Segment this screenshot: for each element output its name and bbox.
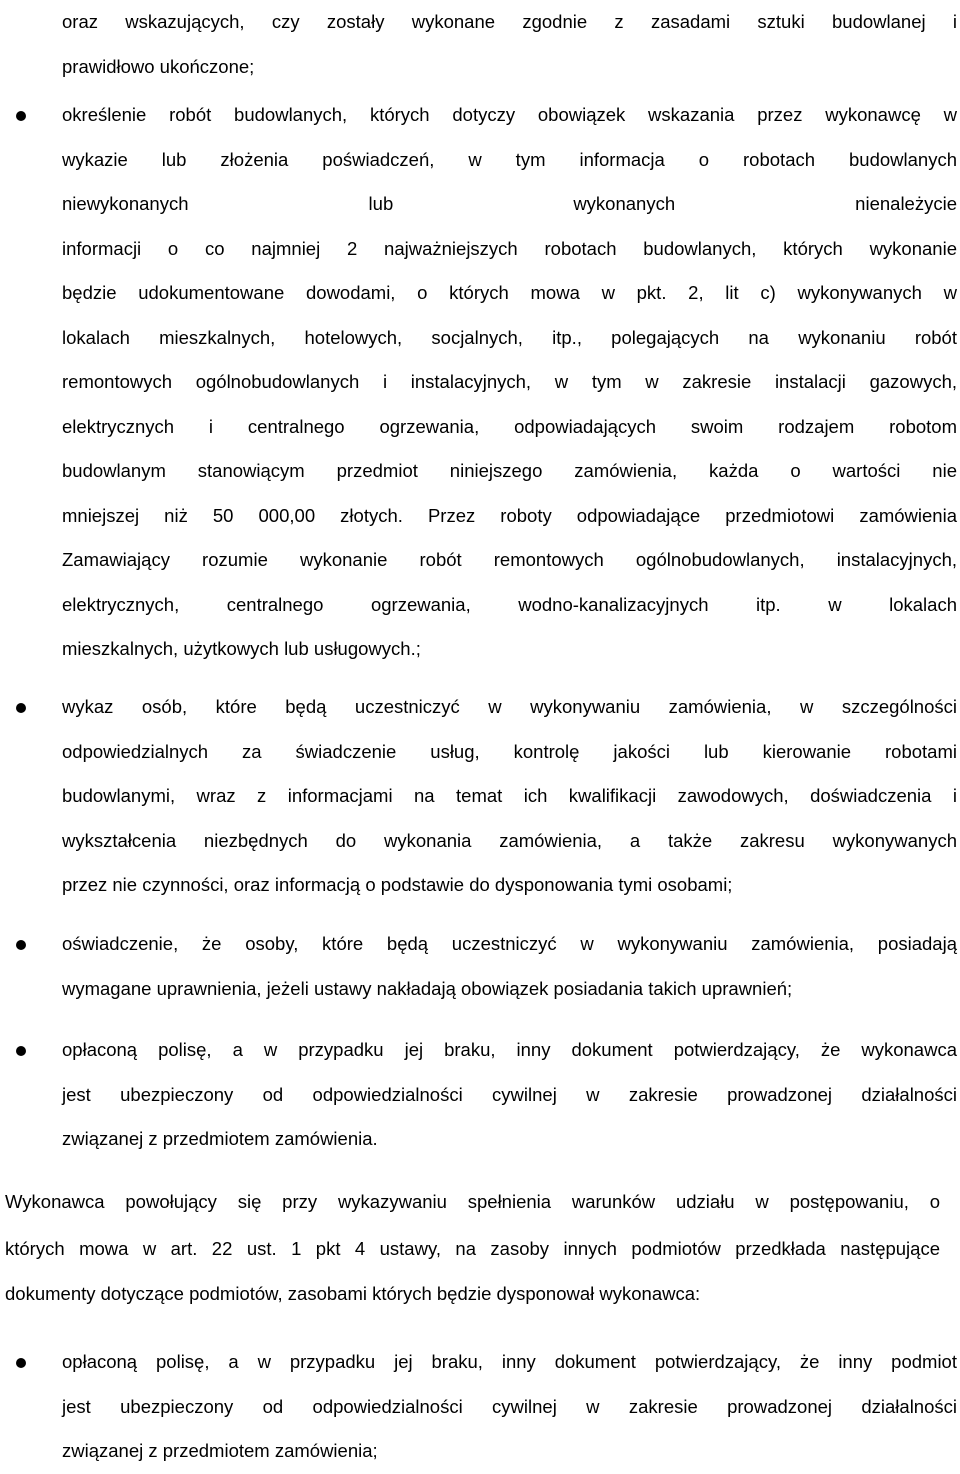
text-line: których mowa w art. 22 ust. 1 pkt 4 ustawy, na zasoby innych podmiotów przedkłada następujące bbox=[5, 1238, 940, 1259]
list-item-text bbox=[62, 1340, 957, 1474]
text-line: jest ubezpieczony od odpowiedzialności cywilnej w zakresie prowadzonej działalności bbox=[62, 1083, 957, 1105]
text-line: będzie udokumentowane dowodami, o których mowa w pkt. 2, lit c) wykonywanych w bbox=[62, 282, 957, 303]
text-line: mieszkalnych, użytkowych lub usługowych.; bbox=[62, 638, 421, 659]
text-line: Zamawiający rozumie wykonanie robót remontowych ogólnobudowlanych, instalacyjnych, bbox=[62, 549, 957, 570]
text-line: budowlanym stanowiącym przedmiot niniejszego zamówienia, każda o wartości nie bbox=[62, 460, 957, 481]
text-line: wymagane uprawnienia, jeżeli ustawy nakładają obowiązek posiadania takich uprawnień; bbox=[62, 977, 793, 999]
text-line: lokalach mieszkalnych, hotelowych, socjalnych, itp., polegających na wykonaniu robót bbox=[62, 326, 957, 348]
text-line: związanej z przedmiotem zamówienia; bbox=[62, 1440, 378, 1461]
bullet-icon bbox=[16, 940, 26, 950]
bullet-icon bbox=[16, 1046, 26, 1056]
text-line: wykształcenia niezbędnych do wykonania zamówienia, a także zakresu wykonywanych bbox=[62, 829, 957, 851]
bullet-icon bbox=[16, 1358, 26, 1368]
bullet-icon bbox=[16, 703, 26, 713]
text-line: odpowiedzialnych za świadczenie usług, kontrolę jakości lub kierowanie robotami bbox=[62, 740, 957, 762]
text-line: jest ubezpieczony od odpowiedzialności cywilnej w zakresie prowadzonej działalności bbox=[62, 1395, 957, 1417]
text-line: elektrycznych, centralnego ogrzewania, wodno-kanalizacyjnych itp. w lokalach bbox=[62, 593, 957, 615]
text-line: wykazie lub złożenia poświadczeń, w tym informacja o robotach budowlanych bbox=[62, 148, 957, 170]
text-line: określenie robót budowlanych, których dotyczy obowiązek wskazania przez wykonawcę w bbox=[62, 104, 957, 125]
text-line: opłaconą polisę, a w przypadku jej braku, inny dokument potwierdzający, że wykonawca bbox=[62, 1039, 957, 1060]
text-line: remontowych ogólnobudowlanych i instalacyjnych, w tym w zakresie instalacji gazowych, bbox=[62, 371, 957, 392]
text-line: budowlanymi, wraz z informacjami na temat ich kwalifikacji zawodowych, doświadczenia i bbox=[62, 785, 957, 806]
text-line: dokumenty dotyczące podmiotów, zasobami których będzie dysponował wykonawca: bbox=[5, 1283, 701, 1304]
text-line: informacji o co najmniej 2 najważniejszych robotach budowlanych, których wykonanie bbox=[62, 237, 957, 259]
list-item-text bbox=[62, 1028, 957, 1162]
bullet-icon bbox=[16, 111, 26, 121]
text-line: związanej z przedmiotem zamówienia. bbox=[62, 1128, 378, 1149]
text-line: opłaconą polisę, a w przypadku jej braku, inny dokument potwierdzający, że inny podmiot bbox=[62, 1351, 957, 1372]
text-line: Wykonawca powołujący się przy wykazywaniu spełnienia warunków udziału w postępowaniu, o bbox=[5, 1191, 940, 1212]
text-line: niewykonanych lub wykonanych nienależycie bbox=[62, 193, 957, 214]
text-line: mniejszej niż 50 000,00 złotych. Przez roboty odpowiadające przedmiotowi zamówienia bbox=[62, 504, 957, 526]
text-line: wykaz osób, które będą uczestniczyć w wykonywaniu zamówienia, w szczególności bbox=[62, 696, 957, 717]
list-item-text bbox=[62, 93, 957, 672]
text-line: przez nie czynności, oraz informacją o podstawie do dysponowania tymi osobami; bbox=[62, 874, 733, 895]
text-line: oraz wskazujących, czy zostały wykonane zgodnie z zasadami sztuki budowlanej i bbox=[62, 11, 957, 32]
text-line: prawidłowo ukończone; bbox=[62, 55, 255, 77]
body-paragraph bbox=[5, 1178, 940, 1316]
list-item-text bbox=[62, 922, 957, 1011]
text-line: oświadczenie, że osoby, które będą uczestniczyć w wykonywaniu zamówienia, posiadają bbox=[62, 933, 957, 954]
text-line: elektrycznych i centralnego ogrzewania, odpowiadających swoim rodzajem robotom bbox=[62, 415, 957, 437]
list-item-text bbox=[62, 685, 957, 908]
continuation-text bbox=[62, 0, 957, 89]
